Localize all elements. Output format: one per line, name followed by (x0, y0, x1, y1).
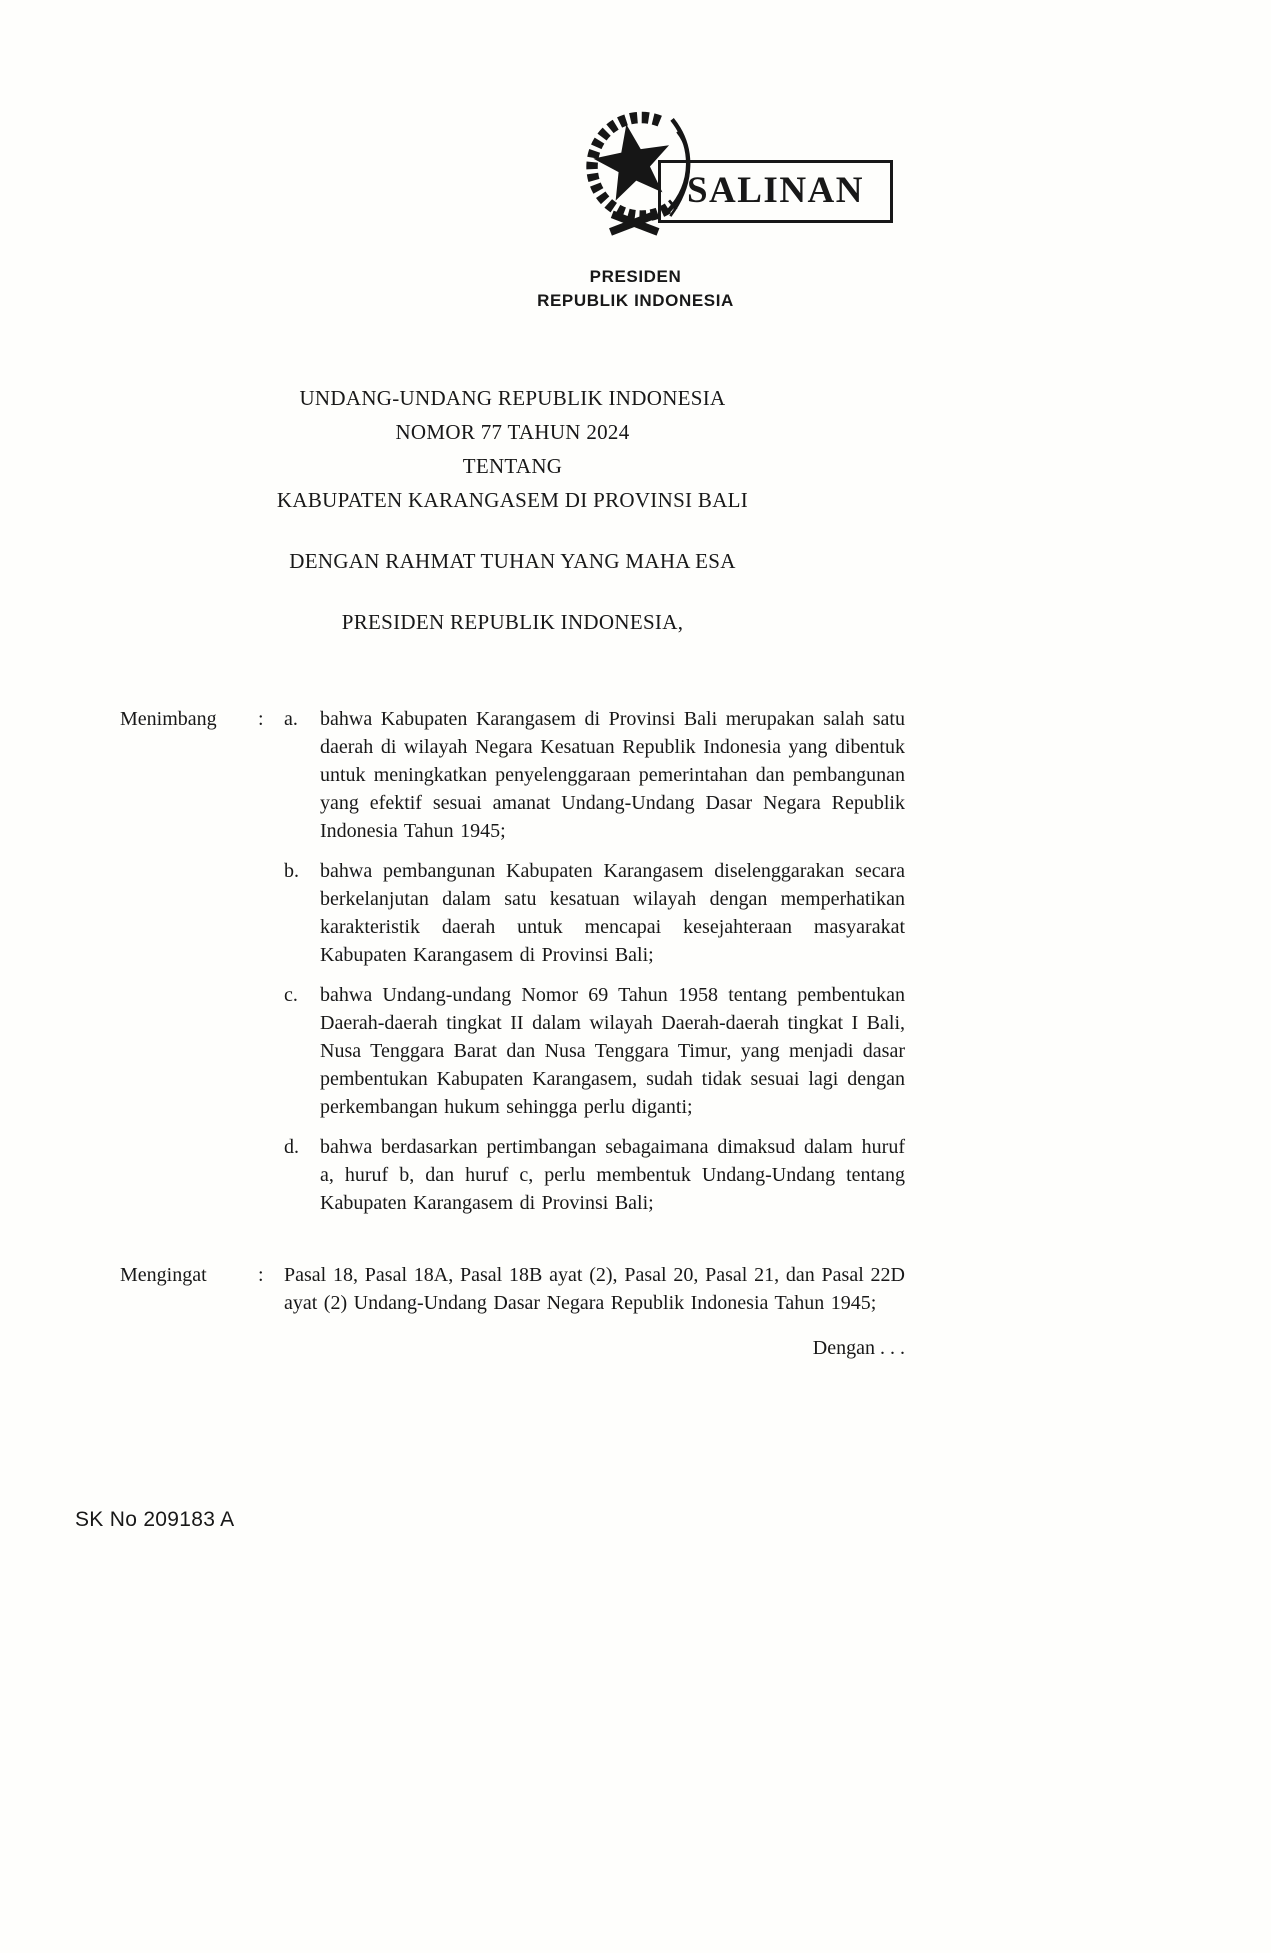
masthead-line-presiden: PRESIDEN (589, 267, 682, 286)
salinan-stamp: SALINAN (658, 160, 893, 223)
considering-item-c (284, 981, 905, 1121)
item-text: bahwa berdasarkan pertimbangan sebagaimana dimaksud dalam huruf a, huruf b, dan huruf c, perlu membentuk Undang-Undang tentang Kabupaten Karangasem di Provinsi Bali; (320, 1136, 905, 1214)
recalling-text: Pasal 18, Pasal 18A, Pasal 18B ayat (2), Pasal 20, Pasal 21, dan Pasal 22D ayat (2) Undang-Undang Dasar Negara Republik Indonesia Tahun 1945; (284, 1264, 905, 1314)
considering-items (284, 705, 905, 1217)
item-marker: d. (284, 1136, 299, 1158)
masthead (0, 0, 1271, 313)
considering-item-a (284, 705, 905, 845)
act-title-line2: NOMOR 77 TAHUN 2024 (395, 420, 630, 444)
act-title-line4: KABUPATEN KARANGASEM DI PROVINSI BALI (276, 488, 749, 512)
invocation-line: DENGAN RAHMAT TUHAN YANG MAHA ESA (289, 549, 736, 573)
recalling-separator: : (258, 1264, 264, 1286)
item-text: bahwa pembangunan Kabupaten Karangasem diselenggarakan secara berkelanjutan dalam satu kesatuan wilayah dengan memperhatikan karakteristik daerah untuk mencapai kesejahteraan masyarakat Kabupaten Karangasem di Provinsi Bali; (320, 860, 905, 966)
considering-separator: : (258, 708, 264, 730)
document-body (120, 705, 905, 1317)
considering-label: Menimbang (120, 708, 217, 730)
act-title-line1: UNDANG-UNDANG REPUBLIK INDONESIA (299, 386, 726, 410)
item-marker: a. (284, 708, 298, 730)
footer-document-code: SK No 209183 A (75, 1508, 235, 1531)
considering-item-d (284, 1133, 905, 1217)
recalling-label: Mengingat (120, 1264, 207, 1286)
item-marker: b. (284, 860, 299, 882)
recalling-section (120, 1261, 905, 1317)
considering-item-b (284, 857, 905, 969)
authority-line: PRESIDEN REPUBLIK INDONESIA, (341, 610, 684, 634)
act-title-line3: TENTANG (462, 454, 563, 478)
masthead-title (0, 265, 1271, 313)
item-text: bahwa Kabupaten Karangasem di Provinsi Bali merupakan salah satu daerah di wilayah Negara Kesatuan Republik Indonesia yang dibentuk untuk meningkatkan penyelenggaraan pemerintahan dan pembangunan yang efektif sesuai amanat Undang-Undang Dasar Negara Republik Indonesia Tahun 1945; (320, 708, 905, 842)
masthead-line-republik: REPUBLIK INDONESIA (537, 291, 734, 310)
considering-section (120, 705, 905, 1217)
act-title (120, 381, 905, 517)
item-marker: c. (284, 984, 298, 1006)
content-column (120, 381, 905, 1360)
catchword: Dengan . . . (812, 1337, 905, 1359)
item-text: bahwa Undang-undang Nomor 69 Tahun 1958 tentang pembentukan Daerah-daerah tingkat II dalam wilayah Daerah-daerah tingkat I Bali, Nusa Tenggara Barat dan Nusa Tenggara Timur, yang menjadi dasar pembentukan Kabupaten Karangasem, sudah tidak sesuai lagi dengan perkembangan hukum sehingga perlu diganti; (320, 984, 905, 1118)
